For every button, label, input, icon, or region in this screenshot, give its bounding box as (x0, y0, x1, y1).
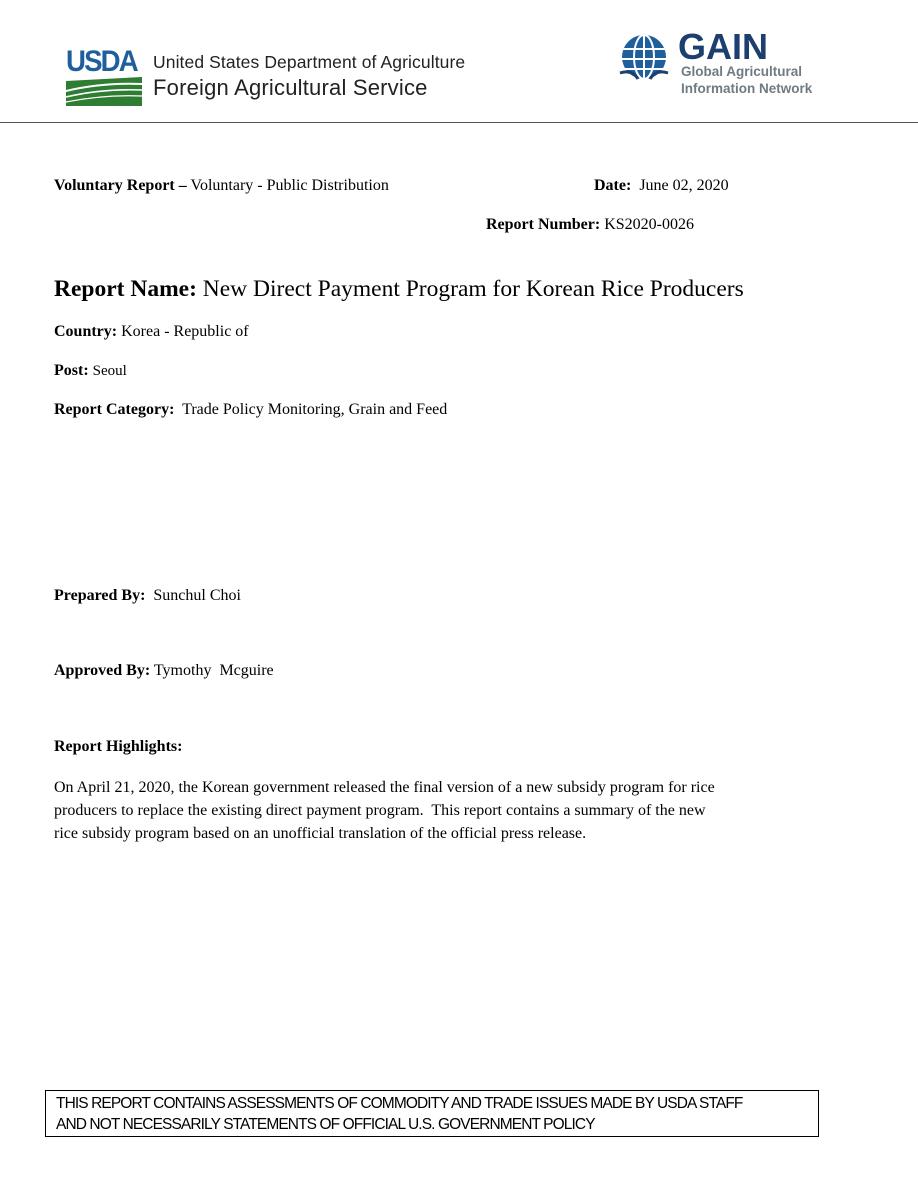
highlights-line: producers to replace the existing direct payment program. This report contains a summary of the new (54, 802, 706, 819)
usda-wordmark: USDA (66, 45, 137, 78)
report-number-label: Report Number: (486, 216, 601, 233)
highlights-body (54, 776, 715, 845)
report-post (54, 361, 127, 381)
disclaimer-line: AND NOT NECESSARILY STATEMENTS OF OFFICIAL U.S. GOVERNMENT POLICY (56, 1116, 595, 1133)
category-value: Trade Policy Monitoring, Grain and Feed (182, 401, 448, 418)
agency-name: United States Department of Agriculture (153, 52, 466, 72)
report-category (54, 400, 447, 420)
gain-wordmark: GAIN (678, 26, 768, 67)
category-label: Report Category: (54, 401, 175, 418)
country-value: Korea - Republic of (121, 323, 249, 340)
disclaimer-line: THIS REPORT CONTAINS ASSESSMENTS OF COMMODITY AND TRADE ISSUES MADE BY USDA STAFF (56, 1095, 743, 1112)
approved-value: Tymothy Mcguire (153, 662, 274, 679)
report-type (54, 176, 389, 196)
header-divider (0, 122, 918, 123)
prepared-label: Prepared By: (54, 587, 146, 604)
globe-icon (618, 33, 670, 85)
agency-service: Foreign Agricultural Service (153, 75, 428, 100)
report-type-label: Voluntary Report – (54, 177, 187, 194)
disclaimer-box (45, 1090, 819, 1137)
report-number (486, 215, 694, 235)
prepared-value: Sunchul Choi (153, 587, 241, 604)
report-name-value: New Direct Payment Program for Korean Rice Producers (202, 276, 744, 302)
gain-tagline-line1: Global Agricultural (681, 64, 803, 79)
country-label: Country: (54, 323, 118, 340)
report-date-value: June 02, 2020 (639, 177, 729, 194)
gain-tagline-line2: Information Network (681, 81, 813, 96)
approved-by (54, 661, 274, 681)
report-name (54, 275, 744, 303)
post-value: Seoul (92, 363, 127, 379)
report-country (54, 322, 249, 342)
approved-label: Approved By: (54, 662, 151, 679)
report-number-value: KS2020-0026 (604, 216, 694, 233)
highlights-heading: Report Highlights: (54, 738, 183, 755)
report-type-value: Voluntary - Public Distribution (190, 177, 389, 194)
highlights-line: rice subsidy program based on an unofficial translation of the official press release. (54, 825, 587, 842)
report-date-label: Date: (594, 177, 632, 194)
post-label: Post: (54, 362, 89, 379)
highlights-line: On April 21, 2020, the Korean government released the final version of a new subsidy program for rice (54, 779, 715, 796)
prepared-by (54, 586, 241, 606)
report-date (594, 176, 729, 196)
report-name-label: Report Name: (54, 276, 197, 302)
